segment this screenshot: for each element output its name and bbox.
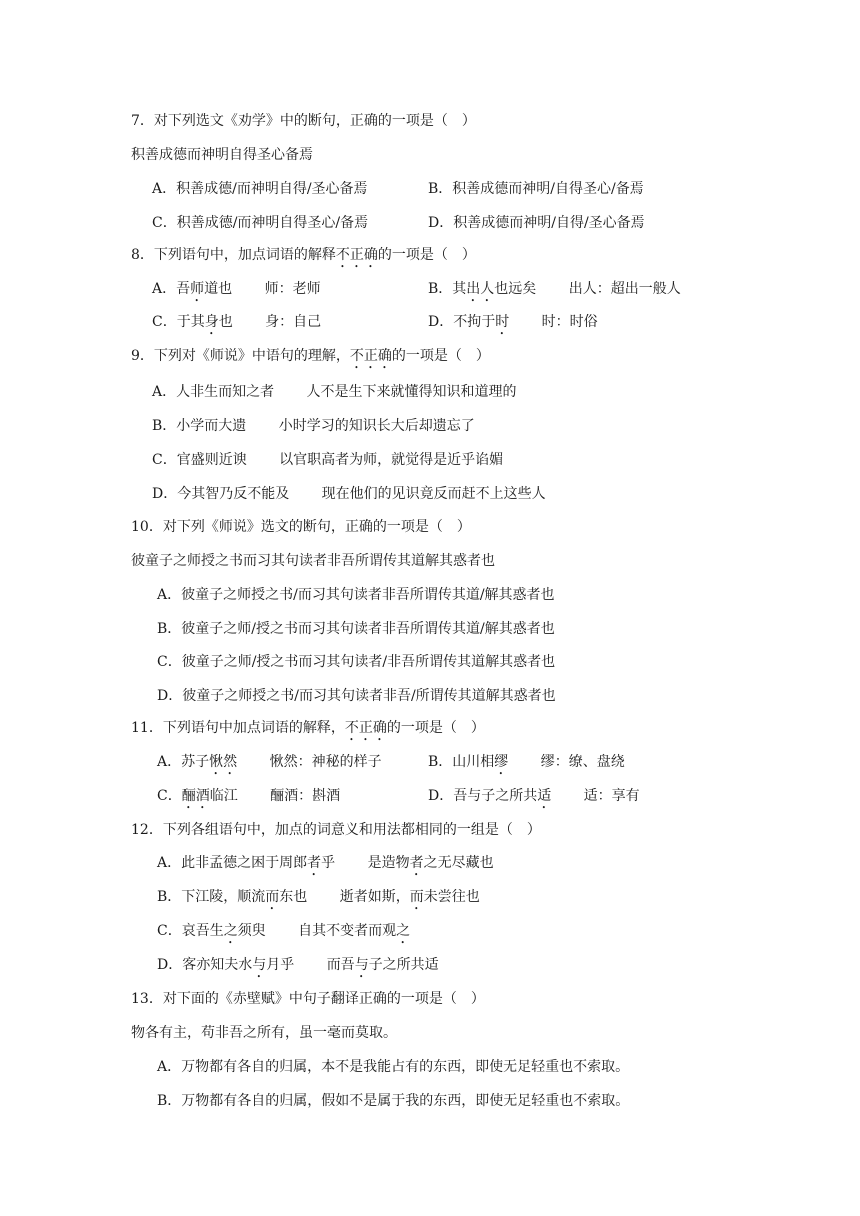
q7-option-b: B．积善成德而神明/自得圣心/备焉: [428, 181, 644, 197]
q9-option-a: A．人非生而知之者 人不是生下来就懂得知识和道理的: [152, 384, 517, 400]
q12-option-b: B．下江陵，顺流而东也 逝者如斯，而未尝往也: [157, 889, 480, 905]
q12-stem: 12．下列各组语句中，加点的词意义和用法都相同的一组是（ ）: [131, 822, 541, 838]
emphasis-dots: 不正确: [335, 247, 378, 263]
q8-option-c: C．于其身也 身：自己: [152, 314, 322, 330]
q11-option-a: A．苏子愀然 愀然：神秘的样子: [157, 754, 382, 770]
q10-option-c: C．彼童子之师/授之书而习其句读者/非吾所谓传其道解其惑者也: [157, 654, 556, 670]
q7-option-c: C．积善成德/而神明自得圣心/备焉: [152, 215, 369, 231]
q11-stem: 11．下列语句中加点词语的解释，不正确的一项是（ ）: [131, 720, 485, 736]
q8-option-b: B．其出人也远矣 出人：超出一般人: [428, 281, 681, 297]
q9-option-d: D．今其智乃反不能及 现在他们的见识竟反而赶不上这些人: [152, 486, 546, 502]
q10-option-b: B．彼童子之师/授之书而习其句读者非吾所谓传其道/解其惑者也: [157, 621, 555, 637]
q10-stem: 10．对下列《师说》选文的断句，正确的一项是（ ）: [131, 519, 471, 535]
q9-option-c: C．官盛则近谀 以官职高者为师，就觉得是近乎谄媚: [152, 452, 504, 468]
q12-option-c: C．哀吾生之须臾 自其不变者而观之: [157, 923, 411, 939]
q12-option-a: A．此非孟德之困于周郎者乎 是造物者之无尽藏也: [157, 855, 494, 871]
q8-option-a: A．吾师道也 师：老师: [152, 281, 321, 297]
q13-passage: 物各有主，苟非吾之所有，虽一毫而莫取。: [131, 1025, 397, 1041]
q13-option-b: B．万物都有各自的归属，假如不是属于我的东西，即使无足轻重也不索取。: [157, 1093, 630, 1109]
q9-option-b: B．小学而大遗 小时学习的知识长大后却遗忘了: [152, 418, 475, 434]
q7-option-a: A．积善成德/而神明自得/圣心备焉: [152, 181, 368, 197]
q8-stem: 8．下列语句中，加点词语的解释不正确的一项是（ ）: [131, 247, 476, 263]
q13-option-a: A．万物都有各自的归属，本不是我能占有的东西，即使无足轻重也不索取。: [157, 1059, 630, 1075]
q7-passage: 积善成德而神明自得圣心备焉: [131, 147, 313, 163]
q11-option-d: D．吾与子之所共适 适：享有: [428, 788, 640, 804]
q8-option-d: D．不拘于时 时：时俗: [428, 314, 598, 330]
q9-stem: 9．下列对《师说》中语句的理解，不正确的一项是（ ）: [131, 348, 490, 364]
q10-option-a: A．彼童子之师授之书/而习其句读者非吾所谓传其道/解其惑者也: [157, 587, 555, 603]
q12-option-d: D．客亦知夫水与月乎 而吾与子之所共适: [157, 957, 439, 973]
q7-stem: 7．对下列选文《劝学》中的断句，正确的一项是（ ）: [131, 113, 476, 129]
q11-option-c: C．酾酒临江 酾酒：斟酒: [157, 788, 341, 804]
q10-passage: 彼童子之师授之书而习其句读者非吾所谓传其道解其惑者也: [131, 553, 495, 569]
q11-option-b: B．山川相缪 缪：缭、盘绕: [428, 754, 625, 770]
q13-stem: 13．对下面的《赤壁赋》中句子翻译正确的一项是（ ）: [131, 991, 485, 1007]
q10-option-d: D．彼童子之师授之书/而习其句读者非吾/所谓传其道解其惑者也: [157, 688, 556, 704]
q7-option-d: D．积善成德而神明/自得/圣心备焉: [428, 215, 645, 231]
